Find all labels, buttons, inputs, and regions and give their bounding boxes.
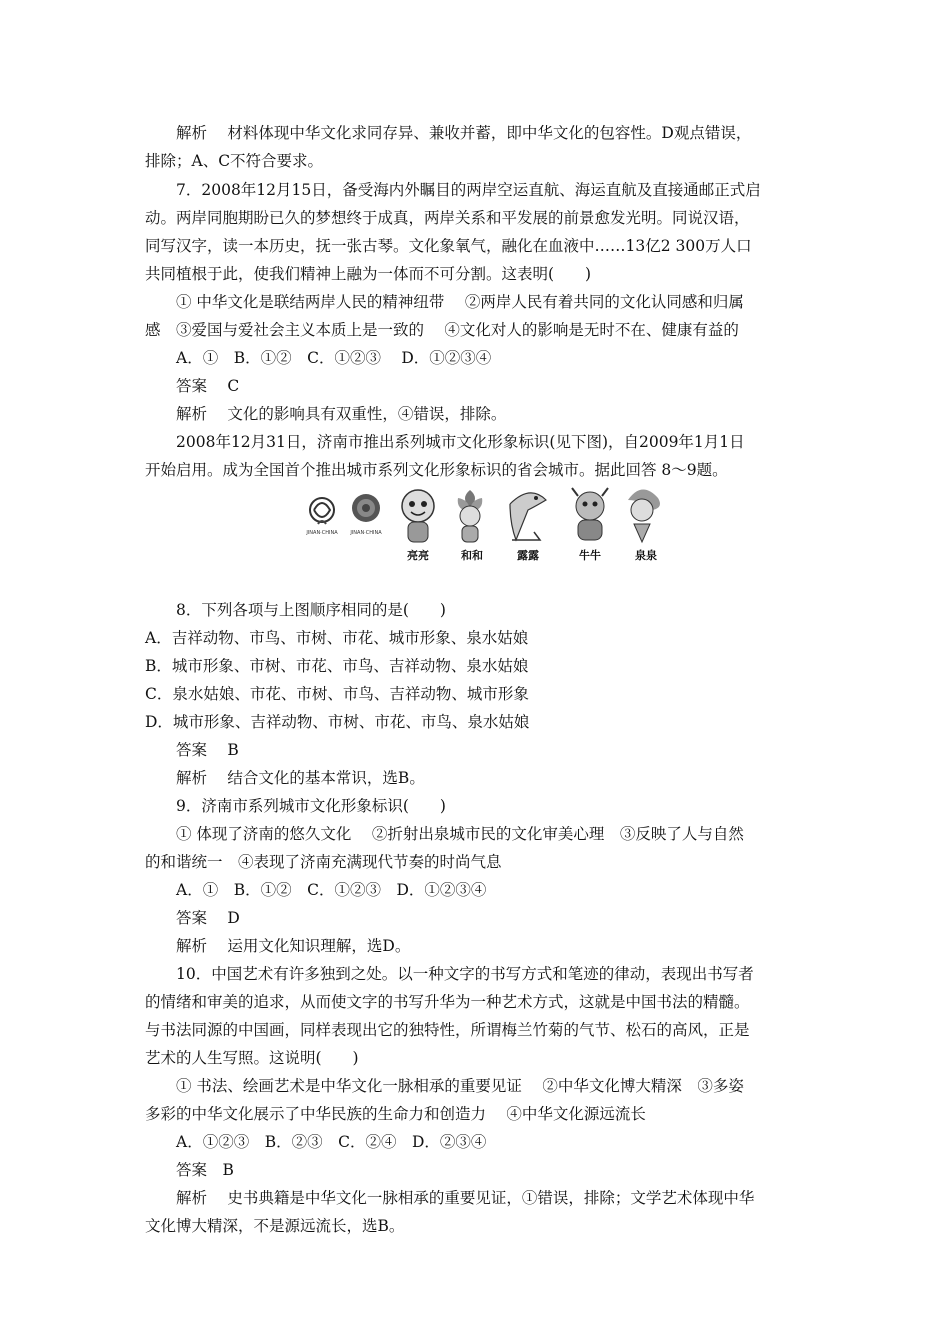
city-image-logos-figure <box>300 484 700 568</box>
svg-text:亮亮: 亮亮 <box>407 549 429 562</box>
text-line: A．①②③ B．②③ C．②④ D．②③④ <box>176 1133 487 1151</box>
text-line: 与书法同源的中国画，同样表现出它的独特性，所谓梅兰竹菊的气节、松石的高风，正是 <box>145 1021 750 1039</box>
mascot-niuniu <box>572 488 608 562</box>
text-line: 答案 B <box>176 1161 234 1179</box>
text-line: 开始启用。成为全国首个推出城市系列文化形象标识的省会城市。据此回答 8～9题。 <box>145 461 728 479</box>
mascot-quanquan <box>628 489 660 562</box>
svg-text:和和: 和和 <box>461 549 483 562</box>
text-line: 解析 材料体现中华文化求同存异、兼收并蓄，即中华文化的包容性。D观点错误， <box>176 124 752 142</box>
text-line: 的情绪和审美的追求，从而使文字的书写升华为一种艺术方式，这就是中国书法的精髓。 <box>145 993 750 1011</box>
text-line: 答案 D <box>176 909 240 927</box>
text-line: A．① B．①② C．①②③ D．①②③④ <box>176 349 492 367</box>
text-line: 答案 B <box>176 741 239 759</box>
city-tree-emblem <box>349 494 382 536</box>
text-line: D．城市形象、吉祥动物、市树、市花、市鸟、泉水姑娘 <box>145 713 530 731</box>
text-line: 艺术的人生写照。这说明( ) <box>145 1049 359 1067</box>
text-line: 多彩的中华文化展示了中华民族的生命力和创造力 ④中华文化源远流长 <box>145 1105 646 1123</box>
text-line: 解析 史书典籍是中华文化一脉相承的重要见证，①错误，排除；文学艺术体现中华 <box>176 1189 755 1207</box>
text-line: 2008年12月31日，济南市推出系列城市文化形象标识(见下图)，自2009年1月1日 <box>176 433 745 451</box>
text-line: 排除；A、C不符合要求。 <box>145 152 324 170</box>
text-line: 7．2008年12月15日，备受海内外瞩目的两岸空运直航、海运直航及直接通邮正式启 <box>176 181 761 199</box>
text-line: 8．下列各项与上图顺序相同的是( ) <box>176 601 446 619</box>
text-line: 共同植根于此，使我们精神上融为一体而不可分割。这表明( ) <box>145 265 592 283</box>
logo1-text: JINAN·CHINA <box>306 530 338 536</box>
text-line: 同写汉字，读一本历史，抚一张古琴。文化象氧气，融化在血液中……13亿2 300万人口 <box>145 237 752 255</box>
mascot-liangliang <box>402 490 434 562</box>
svg-text:牛牛: 牛牛 <box>579 549 601 562</box>
text-line: 9．济南市系列城市文化形象标识( ) <box>176 797 446 815</box>
text-line: 动。两岸同胞期盼已久的梦想终于成真，两岸关系和平发展的前景愈发光明。同说汉语， <box>145 209 750 227</box>
text-line: 10．中国艺术有许多独到之处。以一种文字的书写方式和笔迹的律动，表现出书写者 <box>176 965 754 983</box>
text-line: B．城市形象、市树、市花、市鸟、吉祥动物、泉水姑娘 <box>145 657 529 675</box>
text-line: ① 书法、绘画艺术是中华文化一脉相承的重要见证 ②中华文化博大精深 ③多姿 <box>176 1077 744 1095</box>
svg-text:露露: 露露 <box>517 549 539 562</box>
text-line: 文化博大精深，不是源远流长，选B。 <box>145 1217 405 1235</box>
text-line: ① 体现了济南的悠久文化 ②折射出泉城市民的文化审美心理 ③反映了人与自然 <box>176 825 744 843</box>
text-line: A．① B．①② C．①②③ D．①②③④ <box>176 881 487 899</box>
text-line: A．吉祥动物、市鸟、市树、市花、城市形象、泉水姑娘 <box>145 629 529 647</box>
text-line: 解析 结合文化的基本常识，选B。 <box>176 769 425 787</box>
mascot-lulu <box>510 493 546 562</box>
text-line: C．泉水姑娘、市花、市树、市鸟、吉祥动物、城市形象 <box>145 685 529 703</box>
svg-text:泉泉: 泉泉 <box>635 549 657 562</box>
logos-illustration <box>300 484 700 568</box>
text-line: 感 ③爱国与爱社会主义本质上是一致的 ④文化对人的影响是无时不在、健康有益的 <box>145 321 739 339</box>
mascot-hehe <box>458 490 483 562</box>
city-logo-emblem <box>305 498 338 536</box>
text-line: 解析 文化的影响具有双重性，④错误，排除。 <box>176 405 507 423</box>
logo2-text: JINAN·CHINA <box>350 530 382 536</box>
text-line: ① 中华文化是联结两岸人民的精神纽带 ②两岸人民有着共同的文化认同感和归属 <box>176 293 744 311</box>
text-line: 答案 C <box>176 377 240 395</box>
text-line: 解析 运用文化知识理解，选D。 <box>176 937 411 955</box>
text-line: 的和谐统一 ④表现了济南充满现代节奏的时尚气息 <box>145 853 502 871</box>
